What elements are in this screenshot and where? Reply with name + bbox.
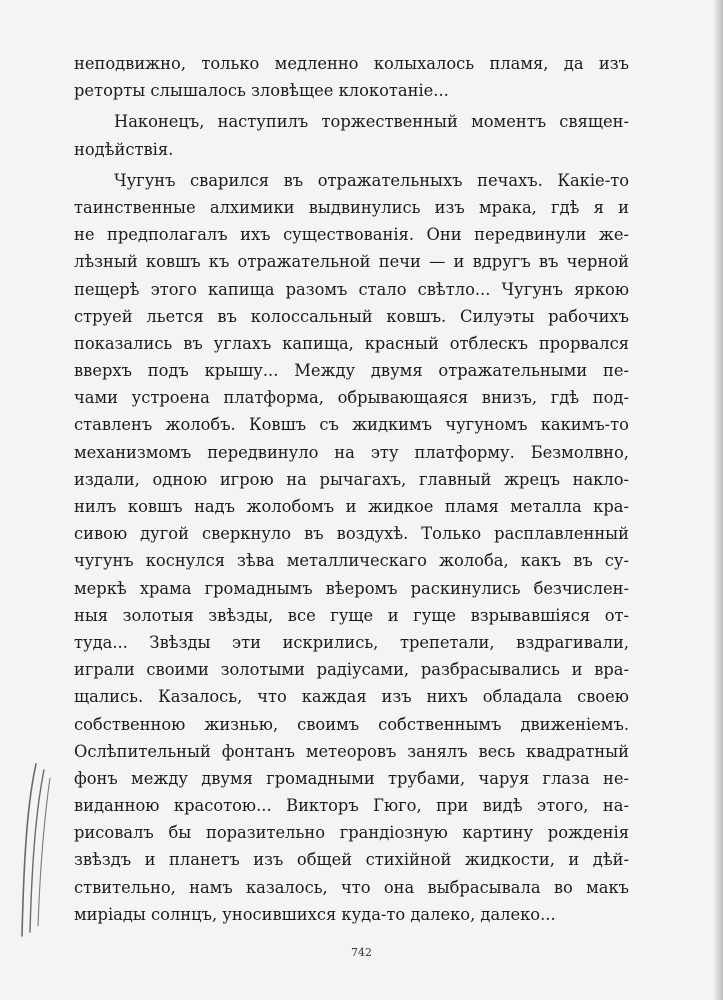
text-line: сивою дугой сверкнуло въ воздухѣ. Только расплавленный: [74, 524, 629, 544]
text-line: ныя золотыя звѣзды, все гуще и гуще взрывавшіяся от-: [74, 605, 629, 625]
text-line: чугунъ коснулся зѣва металлическаго жолоба, какъ въ су-: [74, 551, 629, 571]
text-line: виданною красотою... Викторъ Гюго, при видѣ этого, на-: [74, 796, 629, 816]
text-line: Ослѣпительный фонтанъ метеоровъ занялъ весь квадратный: [74, 741, 629, 761]
text-line: меркѣ храма громаднымъ вѣеромъ раскинулись безчислен-: [74, 578, 629, 598]
text-line: показались въ углахъ капища, красный отблескъ прорвался: [74, 333, 629, 353]
text-line: Чугунъ сварился въ отражательныхъ печахъ. Какіе-то: [114, 170, 629, 190]
text-line: рисовалъ бы поразительно грандіозную картину рожденія: [74, 823, 629, 843]
text-line: механизмомъ передвинуло на эту платформу. Безмолвно,: [74, 442, 629, 462]
text-line: лѣзный ковшъ къ отражательной печи — и вдругъ въ черной: [74, 252, 629, 272]
text-line: миріады солнцъ, уносившихся куда-то далеко, далеко...: [74, 904, 556, 924]
text-line: неподвижно, только медленно колыхалось пламя, да изъ: [74, 54, 629, 73]
text-line: издали, одною игрою на рычагахъ, главный жрецъ накло-: [74, 469, 629, 489]
paragraph: [74, 108, 629, 162]
text-line: струей льется въ колоссальный ковшъ. Силуэты рабочихъ: [74, 306, 629, 326]
text-line: таинственные алхимики выдвинулись изъ мрака, гдѣ я и: [74, 197, 629, 217]
text-line: вверхъ подъ крышу... Между двумя отражательными пе-: [74, 361, 629, 381]
text-line: щались. Казалось, что каждая изъ нихъ обладала своею: [74, 687, 629, 707]
pencil-margin-mark: [14, 760, 54, 940]
paragraph: [74, 167, 629, 928]
text-line: ствительно, намъ казалось, что она выбрасывала во макъ: [74, 877, 629, 897]
paragraph: [74, 50, 629, 104]
text-line: фонъ между двумя громадными трубами, чаруя глаза не-: [74, 768, 629, 788]
text-line: собственною жизнью, своимъ собственнымъ движеніемъ.: [74, 714, 629, 734]
page-number: 742: [351, 946, 372, 959]
text-line: туда... Звѣзды эти искрились, трепетали, вздрагивали,: [74, 632, 629, 652]
text-line: играли своими золотыми радіусами, разбрасывались и вра-: [74, 660, 629, 680]
text-line: пещерѣ этого капища разомъ стало свѣтло... Чугунъ яркою: [74, 279, 629, 299]
text-line: нодѣйствія.: [74, 139, 174, 159]
text-line: звѣздъ и планетъ изъ общей стихійной жидкости, и дѣй-: [74, 850, 629, 870]
text-line: ставленъ жолобъ. Ковшъ съ жидкимъ чугуномъ какимъ-то: [74, 415, 629, 435]
text-line: чами устроена платформа, обрывающаяся внизъ, гдѣ под-: [74, 388, 629, 408]
text-line: Наконецъ, наступилъ торжественный моментъ священ-: [114, 112, 629, 132]
text-line: нилъ ковшъ надъ жолобомъ и жидкое пламя металла кра-: [74, 497, 629, 516]
text-line: не предполагалъ ихъ существованія. Они передвинули же-: [74, 225, 629, 245]
text-line: реторты слышалось зловѣщее клокотаніе...: [74, 81, 449, 101]
body-text: [74, 50, 629, 928]
